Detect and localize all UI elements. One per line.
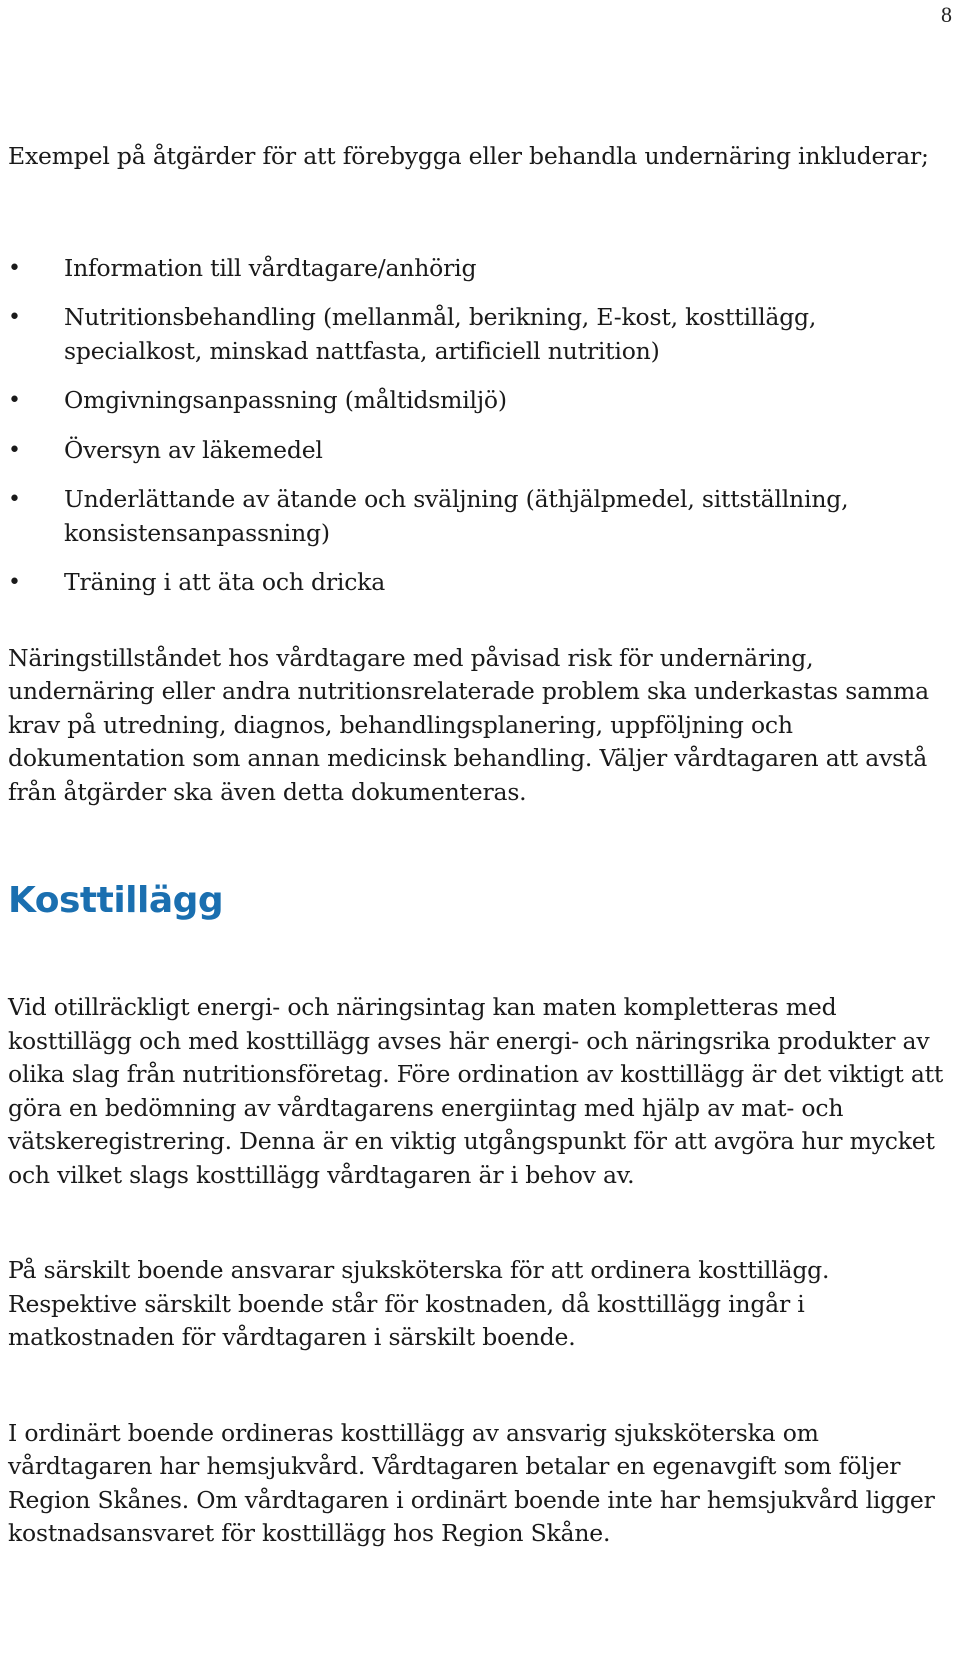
nutrition-status-paragraph: Näringstillståndet hos vårdtagare med påvisad risk för undernäring, undernäring eller andra nutritionsrelaterade problem ska underkastas samma krav på utredning, diagnos, behandlingsplanering, uppföljning och dokumentation som annan medicinsk behandling. Väljer vårdtagaren att avstå från åtgärder ska även detta dokumenteras. (8, 643, 929, 806)
page-number: 8 (941, 2, 952, 27)
list-item: • Omgivningsanpassning (måltidsmiljö) (8, 384, 948, 418)
section-heading: Kosttillägg (8, 880, 224, 921)
body-paragraph: Vid otillräckligt energi- och näringsintag kan maten kompletteras med kosttillägg och med kosttillägg avses här energi- och näringsrika produkter av olika slag från nutritionsföretag. Före ordination av kosttillägg är det viktigt att göra en bedömning av vårdtagarens energiintag med hjälp av mat- och vätskeregistrering. Denna är en viktig utgångspunkt för att avgöra hur mycket och vilket slags kosttillägg vårdtagaren är i behov av. (8, 993, 944, 1189)
list-item: • Översyn av läkemedel (8, 434, 948, 468)
measures-list (8, 252, 948, 600)
document-body (8, 140, 948, 1551)
list-item: • Information till vårdtagare/anhörig (8, 252, 948, 286)
body-paragraph: I ordinärt boende ordineras kosttillägg av ansvarig sjuksköterska om vårdtagaren har hemsjukvård. Vårdtagaren betalar en egenavgift som följer Region Skånes. Om vårdtagaren i ordinärt boende inte har hemsjukvård ligger kostnadsansvaret för kosttillägg hos Region Skåne. (8, 1418, 935, 1547)
list-item: • Träning i att äta och dricka (8, 566, 948, 600)
body-paragraph: På särskilt boende ansvarar sjuksköterska för att ordinera kosttillägg. Respektive särskilt boende står för kostnaden, då kosttillägg ingår i matkostnaden för vårdtagaren i särskilt boende. (8, 1256, 830, 1351)
list-item: • Nutritionsbehandling (mellanmål, berikning, E-kost, kosttillägg, specialkost, minskad nattfasta, artificiell nutrition) (8, 301, 948, 368)
list-item: • Underlättande av ätande och sväljning (äthjälpmedel, sittställning, konsistensanpassning) (8, 483, 948, 550)
intro-paragraph: Exempel på åtgärder för att förebygga eller behandla undernäring inkluderar; (8, 142, 929, 170)
